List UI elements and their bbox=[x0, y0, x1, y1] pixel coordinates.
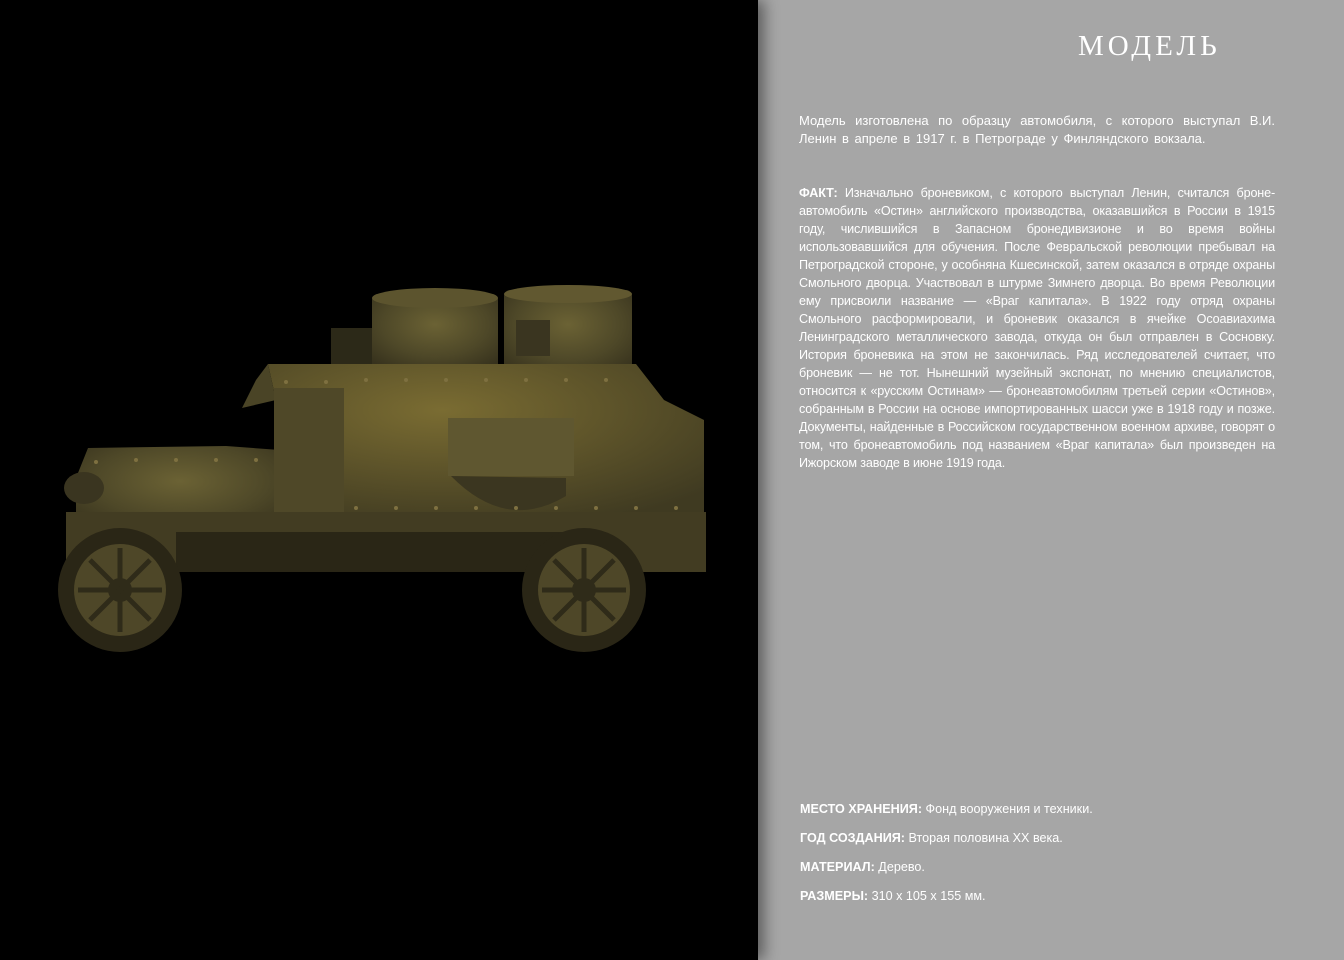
detail-size-label: РАЗМЕРЫ: bbox=[800, 889, 869, 903]
detail-year bbox=[800, 829, 1280, 847]
detail-material bbox=[800, 858, 1280, 876]
detail-size-value: 310 x 105 x 155 мм. bbox=[871, 889, 986, 903]
detail-year-value: Вторая половина XX века. bbox=[908, 831, 1063, 845]
detail-year-label: ГОД СОЗДАНИЯ: bbox=[800, 831, 905, 845]
armored-car-model-image bbox=[36, 282, 726, 654]
detail-storage-value: Фонд вооружения и техники. bbox=[925, 802, 1093, 816]
fact-text: Изначально броневиком, с которого выступал Ленин, считался броне-автомобиль «Остин» английского производства, оказавшийся в России в 1915 году, числившийся в Запасном бронедивизионе и во время войны использовавшийся для обучения. После Февральской революции пребывал на Петроградской стороне, у особняна Кшесинской, затем оказался в отряде охраны Смольного дворца. Участвовал в штурме Зимнего дворца. Во время Революции ему присвоили название — «Враг капитала». В 1922 году отряд охраны Смольного расформировали, и броневик оказался в ячейке Осоавиахима Ленинградского металлического завода, откуда он был отправлен в Сосновку. История броневика на этом не закончилась. Ряд исследователей считает, что броневик — не тот. Нынешний музейный экспонат, по мнению специалистов, относится к «русским Остинам» — бронеавтомобилям третьей серии «Остинов», собранным в России на основе импортированных шасси уже в 1918 году и позже. Документы, найденные в Российском государственном военном архиве, говорят о том, что бронеавтомобиль под названием «Враг капитала» был произведен на Ижорском заводе в июне 1919 года. bbox=[799, 186, 1275, 470]
intro-paragraph: Модель изготовлена по образцу автомобиля, с которого выступал В.И. Ленин в апреле в 1917 г. в Петрограде у Финляндского вокзала. bbox=[799, 113, 1275, 146]
detail-storage bbox=[800, 800, 1280, 818]
text-panel bbox=[758, 0, 1344, 960]
fact-paragraph bbox=[799, 184, 1275, 472]
detail-material-label: МАТЕРИАЛ: bbox=[800, 860, 875, 874]
page-title: МОДЕЛЬ bbox=[1078, 30, 1221, 62]
details-list bbox=[800, 800, 1280, 916]
detail-material-value: Дерево. bbox=[878, 860, 925, 874]
detail-storage-label: МЕСТО ХРАНЕНИЯ: bbox=[800, 802, 923, 816]
detail-size bbox=[800, 887, 1280, 905]
fact-label: ФАКТ: bbox=[799, 186, 838, 200]
